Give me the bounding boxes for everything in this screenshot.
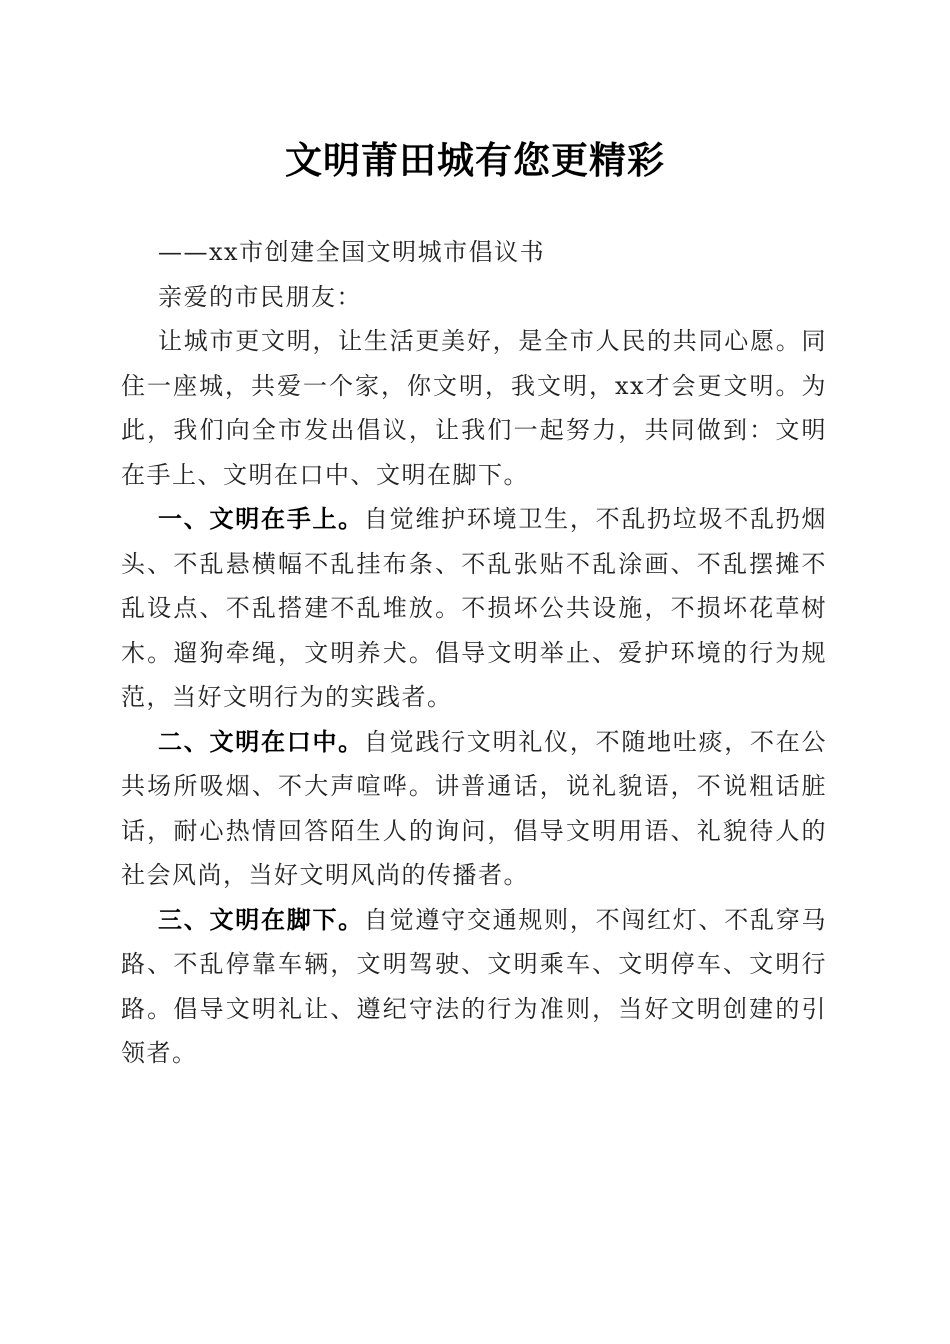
document-title: 文明莆田城有您更精彩 [285,138,665,182]
section-heading: 一、文明在手上。 [158,505,364,533]
document-body [121,230,827,1076]
section-text: 自觉遵守交通规则，不闯红灯、不乱穿马路、不乱停靠车辆，文明驾驶、文明乘车、文明停车、文明行路。倡导文明礼让、遵纪守法的行为准则，当好文明创建的引领者。 [121,905,828,1067]
intro-paragraph: 让城市更文明，让生活更美好，是全市人民的共同心愿。同住一座城，共爱一个家，你文明，我文明，xx才会更文明。为此，我们向全市发出倡议，让我们一起努力，共同做到：文明在手上、文明在口中、文明在脚下。 [121,327,827,489]
section-text: 自觉维护环境卫生，不乱扔垃圾不乱扔烟头、不乱悬横幅不乱挂布条、不乱张贴不乱涂画、不乱摆摊不乱设点、不乱搭建不乱堆放。不损坏公共设施，不损坏花草树木。遛狗牵绳，文明养犬。倡导文明举止、爱护环境的行为规范，当好文明行为的实践者。 [121,505,828,711]
document-subtitle: ——xx市创建全国文明城市倡议书 [158,238,546,266]
section-text: 自觉践行文明礼仪，不随地吐痰，不在公共场所吸烟、不大声喧哗。讲普通话，说礼貌语，不说粗话脏话，耐心热情回答陌生人的询问，倡导文明用语、礼貌待人的社会风尚，当好文明风尚的传播者。 [121,727,828,889]
section-paragraph [121,497,827,720]
section-heading: 三、文明在脚下。 [158,905,364,934]
section-heading: 二、文明在口中。 [158,727,364,756]
section-paragraph [121,720,827,898]
section-paragraph [121,898,827,1076]
salutation: 亲爱的市民朋友： [158,282,362,311]
